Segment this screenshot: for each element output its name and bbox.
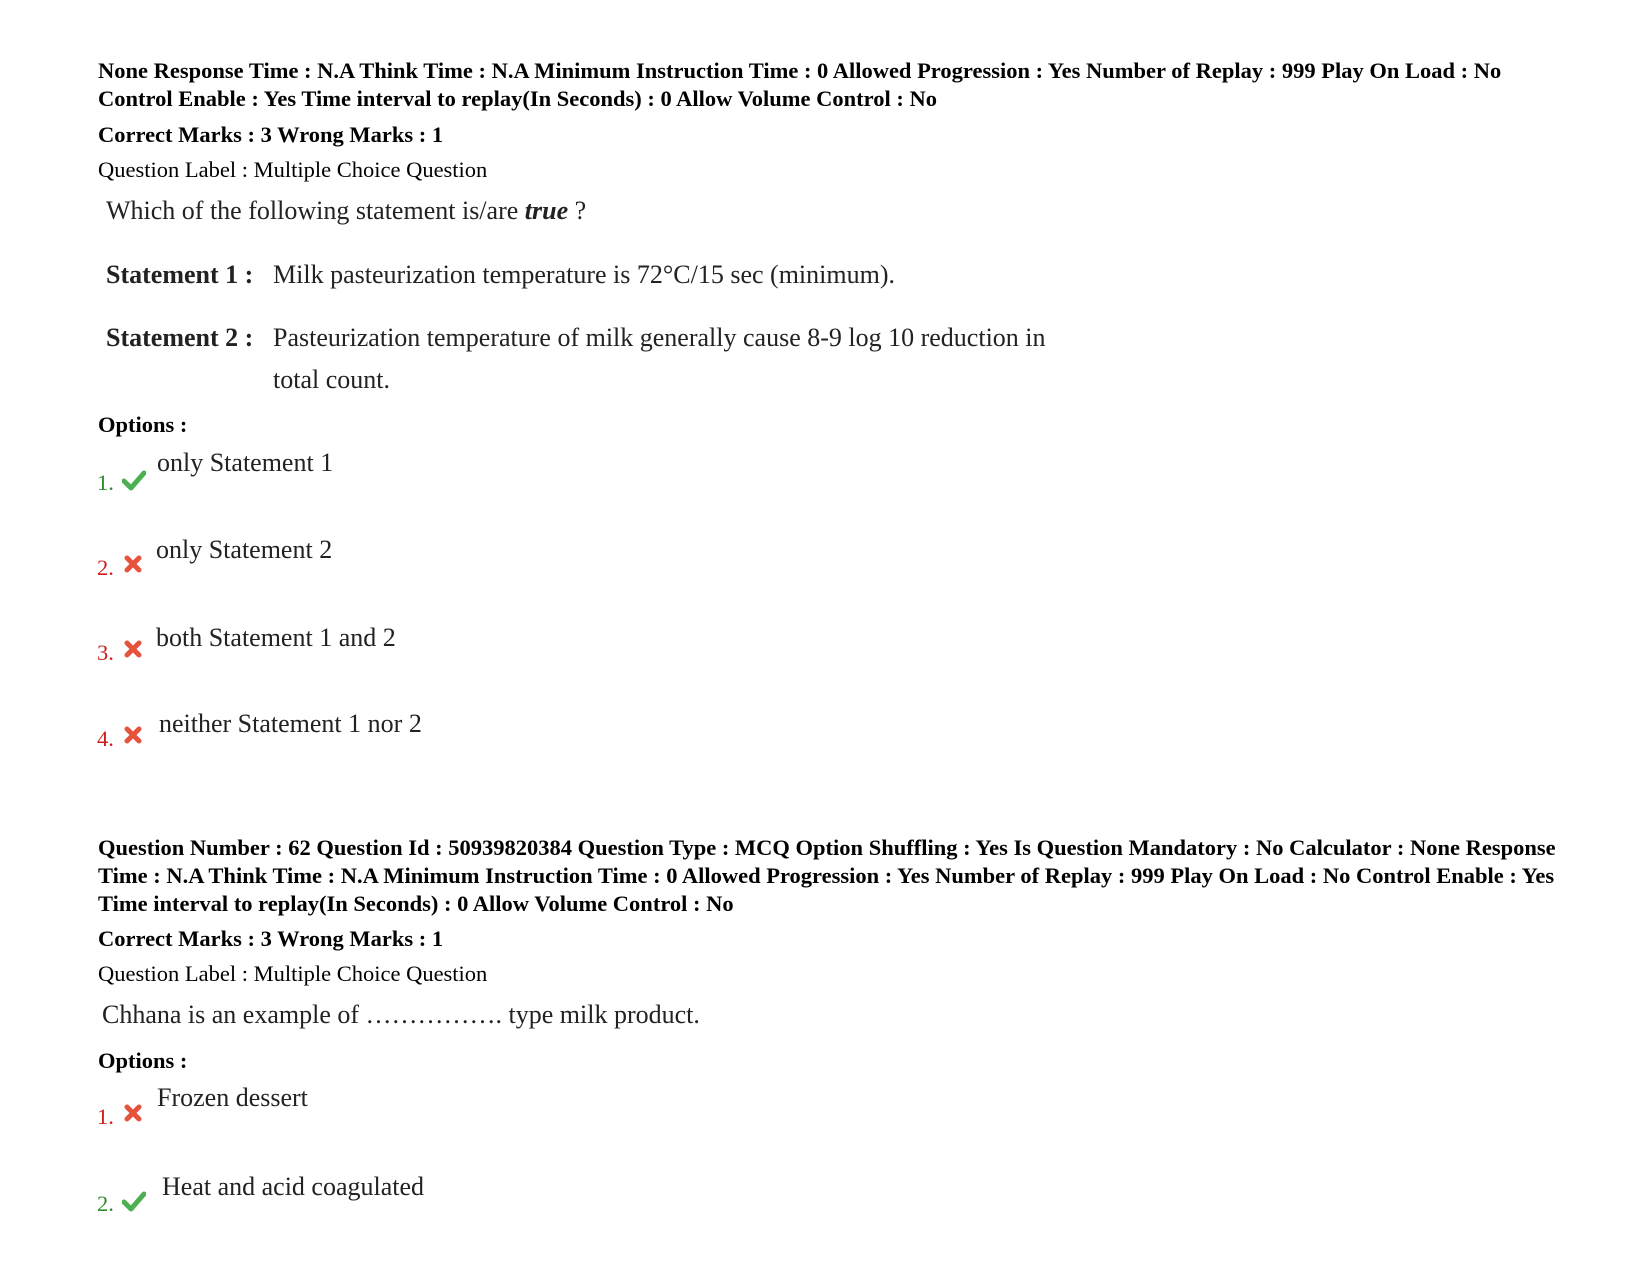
q61-meta: None Response Time : N.A Think Time : N.A Minimum Instruction Time : 0 Allowed Progression : Yes Number of Replay : 999 Play On Load : No Control Enable : Yes Time interval to replay(In Seconds) : 0 Allow Volume Control : No: [98, 58, 1502, 111]
q61-options-heading: Options :: [98, 412, 188, 437]
q62-option-2-number: 2.: [97, 1191, 114, 1216]
q62-options-heading: Options :: [98, 1048, 188, 1073]
q61-option-1-number: 1.: [97, 470, 114, 495]
q61-question-suffix: ?: [568, 196, 587, 225]
q62-meta: [98, 834, 1568, 918]
q61-question-prefix: Which of the following statement is/are: [106, 196, 525, 225]
cross-icon: [124, 555, 142, 573]
q61-option-2-text[interactable]: only Statement 2: [156, 535, 333, 564]
q62-marks: Correct Marks : 3 Wrong Marks : 1: [98, 926, 444, 951]
statement2-line2: total count.: [273, 365, 390, 394]
statement1-body: Milk pasteurization temperature is 72°C/15 sec (minimum).: [273, 260, 895, 289]
q61-label: Question Label : Multiple Choice Question: [98, 157, 488, 182]
q62-option-2-text[interactable]: Heat and acid coagulated: [162, 1172, 425, 1201]
q61-question: [106, 196, 586, 226]
q61-marks: Correct Marks : 3 Wrong Marks : 1: [98, 122, 444, 147]
q61-option-2-number: 2.: [97, 555, 114, 580]
statement2-line1: Pasteurization temperature of milk generally cause 8-9 log 10 reduction in: [273, 323, 1046, 352]
q61-option-3-number: 3.: [97, 640, 114, 665]
q61-option-4-text[interactable]: neither Statement 1 nor 2: [159, 709, 422, 738]
cross-icon: [124, 640, 142, 658]
q61-question-emph: true: [524, 196, 569, 225]
q62-meta-rest: None Response Time : N.A Think Time : N.A Minimum Instruction Time : 0 Allowed Progression : Yes Number of Replay : 999 Play On Load : No Control Enable : Yes Time interval to replay(In Seconds) : 0 Allow Volume Control : No: [98, 835, 1556, 916]
q62-question: Chhana is an example of ……………. type milk product.: [102, 1000, 700, 1029]
q62-label: Question Label : Multiple Choice Question: [98, 961, 488, 986]
q61-option-1-text[interactable]: only Statement 1: [157, 448, 334, 477]
check-icon: [122, 1190, 146, 1212]
q62-option-1-text[interactable]: Frozen dessert: [157, 1083, 308, 1112]
statement1-head: Statement 1 :: [106, 260, 254, 289]
q61-option-4-number: 4.: [97, 726, 114, 751]
cross-icon: [124, 1104, 142, 1122]
cross-icon: [124, 726, 142, 744]
check-icon: [122, 469, 146, 491]
q61-option-3-text[interactable]: both Statement 1 and 2: [156, 623, 396, 652]
statement2-head: Statement 2 :: [106, 323, 254, 352]
q62-meta-line1: Question Number : 62 Question Id : 50939820384 Question Type : MCQ Option Shuffling : Yes Is Question Mandatory : No Calculator :: [98, 835, 1405, 860]
q62-option-1-number: 1.: [97, 1104, 114, 1129]
